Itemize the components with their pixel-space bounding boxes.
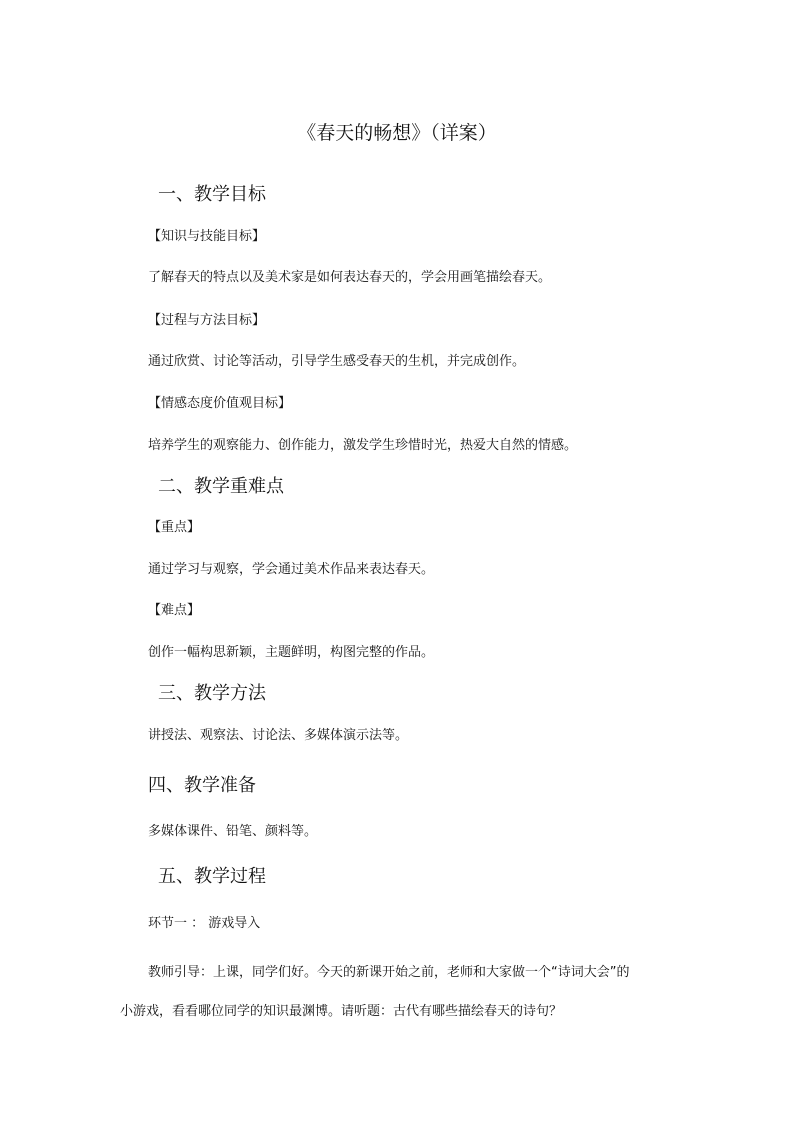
section-heading-methods: 三、教学方法 <box>158 683 266 704</box>
knowledge-skill-text: 了解春天的特点以及美术家是如何表达春天的，学会用画笔描绘春天。 <box>148 270 552 285</box>
section-heading-objectives: 一、教学目标 <box>158 184 266 205</box>
difficulty-text: 创作一幅构思新颖，主题鲜明，构图完整的作品。 <box>148 645 435 660</box>
knowledge-skill-label: 【知识与技能目标】 <box>148 229 266 244</box>
process-paragraph-line-1: 教师引导：上课，同学们好。今天的新课开始之前，老师和大家做一个“诗词大会”的 <box>148 965 630 980</box>
emotion-value-text: 培养学生的观察能力、创作能力，激发学生珍惜时光，热爱大自然的情感。 <box>148 438 578 453</box>
process-paragraph-line-2: 小游戏，看看哪位同学的知识最渊博。请听题：古代有哪些描绘春天的诗句？ <box>120 1004 563 1019</box>
section-heading-key-points: 二、教学重难点 <box>158 476 284 497</box>
section-heading-process: 五、教学过程 <box>158 866 266 887</box>
focus-label: 【重点】 <box>148 520 201 535</box>
preparation-text: 多媒体课件、铅笔、颜料等。 <box>148 824 318 839</box>
process-step1-label: 环节一 ： 游戏导入 <box>148 916 261 931</box>
process-method-label: 【过程与方法目标】 <box>148 313 266 328</box>
focus-text: 通过学习与观察，学会通过美术作品来表达春天。 <box>148 562 435 577</box>
section-heading-preparation: 四、教学准备 <box>148 775 256 796</box>
difficulty-label: 【难点】 <box>148 603 201 618</box>
methods-text: 讲授法、观察法、讨论法、多媒体演示法等。 <box>148 728 409 743</box>
process-method-text: 通过欣赏、讨论等活动，引导学生感受春天的生机，并完成创作。 <box>148 354 526 369</box>
document-title: 《春天的畅想》（详案） <box>297 122 497 144</box>
emotion-value-label: 【情感态度价值观目标】 <box>148 396 292 411</box>
